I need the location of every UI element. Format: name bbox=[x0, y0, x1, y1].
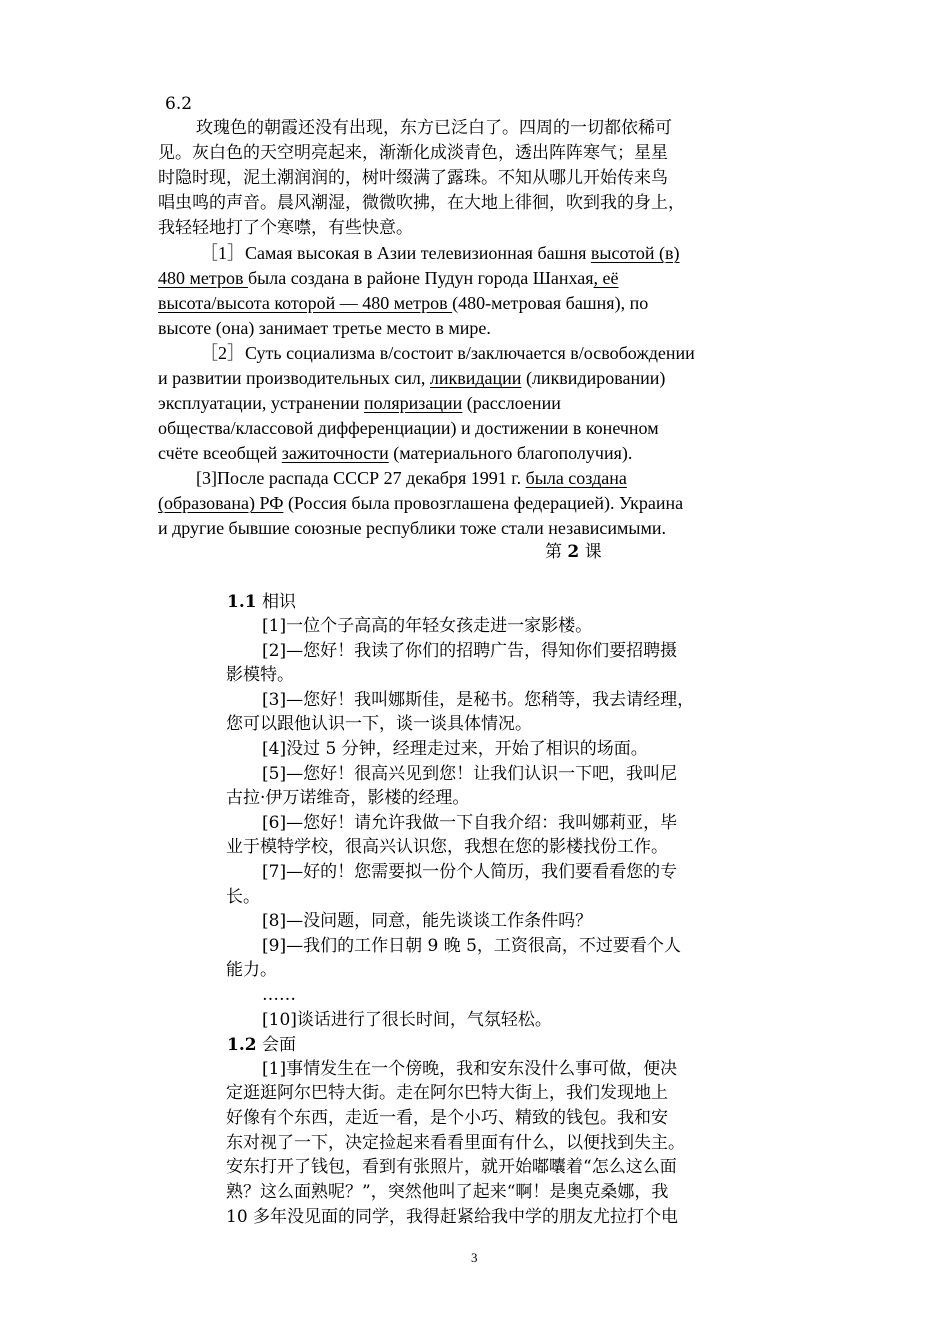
translation-line bbox=[158, 266, 619, 290]
paragraph-line: 东对视了一下，决定捡起来看看里面有什么，以便找到失主。 bbox=[226, 1133, 685, 1153]
dialog-line: [4]没过 5 分钟，经理走过来，开始了相识的场面。 bbox=[262, 739, 648, 759]
dialog-line: [1]一位个子高高的年轻女孩走进一家影楼。 bbox=[262, 616, 593, 636]
translation-line bbox=[158, 391, 561, 415]
underlined-phrase: была создана bbox=[525, 468, 627, 488]
lesson-number: 2 bbox=[567, 542, 580, 562]
translation-line bbox=[196, 466, 627, 490]
paragraph-line: [1]事情发生在一个傍晚，我和安东没什么事可做，便决 bbox=[262, 1059, 678, 1079]
section-title: 相识 bbox=[256, 592, 296, 612]
text-span: эксплуатации, устранении bbox=[158, 393, 364, 413]
section-number: 6.2 bbox=[165, 94, 193, 114]
page-number: 3 bbox=[471, 1250, 478, 1265]
translation-line bbox=[158, 441, 632, 465]
text-span: счёте всеобщей bbox=[158, 443, 282, 463]
section-number: 1.2 bbox=[227, 1035, 257, 1055]
dialog-line: 您可以跟他认识一下，谈一谈具体情况。 bbox=[226, 714, 532, 734]
dialog-line: [10]谈话进行了很长时间，气氛轻松。 bbox=[262, 1010, 552, 1030]
dialog-line: …… bbox=[262, 985, 296, 1005]
paragraph-line: 见。灰白色的天空明亮起来，渐渐化成淡青色，透出阵阵寒气；星星 bbox=[158, 143, 668, 163]
section-title: 会面 bbox=[256, 1035, 296, 1055]
text-span: 第 bbox=[545, 542, 568, 562]
underlined-phrase: (образована) РФ bbox=[158, 493, 284, 513]
underlined-phrase: , её bbox=[593, 268, 619, 288]
underlined-phrase: высота/высота которой — 480 метров bbox=[158, 293, 453, 313]
translation-line bbox=[158, 491, 683, 515]
underlined-phrase: ликвидации bbox=[429, 368, 522, 388]
text-span: 课 bbox=[579, 542, 602, 562]
lesson-heading bbox=[545, 540, 602, 564]
text-span: (ликвидировании) bbox=[521, 368, 666, 388]
dialog-line: [7]—好的！您需要拟一份个人简历，我们要看看您的专 bbox=[262, 862, 678, 882]
paragraph-line: 定逛逛阿尔巴特大街。走在阿尔巴特大街上，我们发现地上 bbox=[226, 1083, 668, 1103]
dialog-line: 长。 bbox=[226, 887, 260, 907]
translation-line: общества/классовой дифференциации) и достижении в конечном bbox=[158, 418, 659, 438]
translation-line bbox=[200, 241, 679, 265]
paragraph-line: 熟？这么面熟呢？”，突然他叫了起来“啊！是奥克桑娜，我 bbox=[226, 1182, 669, 1202]
text-span: (расслоении bbox=[462, 393, 561, 413]
paragraph-line: 安东打开了钱包，看到有张照片，就开始嘟囔着“怎么这么面 bbox=[226, 1157, 677, 1177]
translation-line: высоте (она) занимает третье место в мире. bbox=[158, 318, 491, 338]
dialog-line: [9]—我们的工作日朝 9 晚 5，工资很高，不过要看个人 bbox=[262, 936, 681, 956]
underlined-phrase: 480 метров bbox=[158, 268, 248, 288]
translation-line bbox=[158, 366, 665, 390]
dialog-line: 古拉·伊万诺维奇，影楼的经理。 bbox=[226, 788, 470, 808]
dialog-line: 影模特。 bbox=[226, 665, 294, 685]
dialog-line: 业于模特学校，很高兴认识您，我想在您的影楼找份工作。 bbox=[226, 837, 668, 857]
paragraph-line: 时隐时现，泥土潮润润的，树叶缀满了露珠。不知从哪儿开始传来鸟 bbox=[158, 168, 668, 188]
dialog-line: [8]—没问题，同意，能先谈谈工作条件吗？ bbox=[262, 911, 593, 931]
text-span: была создана в районе Пудун города Шанхая bbox=[247, 268, 594, 288]
section-heading bbox=[227, 1033, 296, 1057]
translation-line: ［2］Суть социализма в/состоит в/заключается в/освобождении bbox=[200, 343, 695, 363]
section-heading bbox=[227, 590, 296, 614]
paragraph-line: 唱虫鸣的声音。晨风潮湿，微微吹拂，在大地上徘徊，吹到我的身上， bbox=[158, 193, 685, 213]
text-span: и развитии производительных сил, bbox=[158, 368, 430, 388]
translation-line: и другие бывшие союзные республики тоже стали независимыми. bbox=[158, 518, 666, 538]
dialog-line: [3]—您好！我叫娜斯佳，是秘书。您稍等，我去请经理， bbox=[262, 690, 695, 710]
text-span: (Россия была провозглашена федерацией). Украина bbox=[283, 493, 684, 513]
paragraph-line: 好像有个东西，走近一看，是个小巧、精致的钱包。我和安 bbox=[226, 1108, 668, 1128]
text-span: (480-метровая башня), по bbox=[452, 293, 649, 313]
paragraph-line: 玫瑰色的朝霞还没有出现，东方已泛白了。四周的一切都依稀可 bbox=[196, 118, 672, 138]
dialog-line: 能力。 bbox=[226, 960, 277, 980]
paragraph-line: 10 多年没见面的同学，我得赶紧给我中学的朋友尤拉打个电 bbox=[226, 1207, 679, 1227]
translation-line bbox=[158, 291, 648, 315]
dialog-line: [6]—您好！请允许我做一下自我介绍：我叫娜莉亚，毕 bbox=[262, 813, 678, 833]
text-span: [3]После распада СССР 27 декабря 1991 г. bbox=[196, 468, 526, 488]
section-number: 1.1 bbox=[227, 592, 257, 612]
dialog-line: [2]—您好！我读了你们的招聘广告，得知你们要招聘摄 bbox=[262, 641, 678, 661]
paragraph-line: 我轻轻地打了个寒噤，有些快意。 bbox=[158, 218, 413, 238]
text-span: (материального благополучия). bbox=[388, 443, 633, 463]
underlined-phrase: поляризации bbox=[363, 393, 463, 413]
underlined-phrase: высотой (в) bbox=[590, 243, 680, 263]
dialog-line: [5]—您好！很高兴见到您！让我们认识一下吧，我叫尼 bbox=[262, 764, 678, 784]
text-span: ［1］Самая высокая в Азии телевизионная башня bbox=[200, 243, 591, 263]
underlined-phrase: зажиточности bbox=[281, 443, 389, 463]
